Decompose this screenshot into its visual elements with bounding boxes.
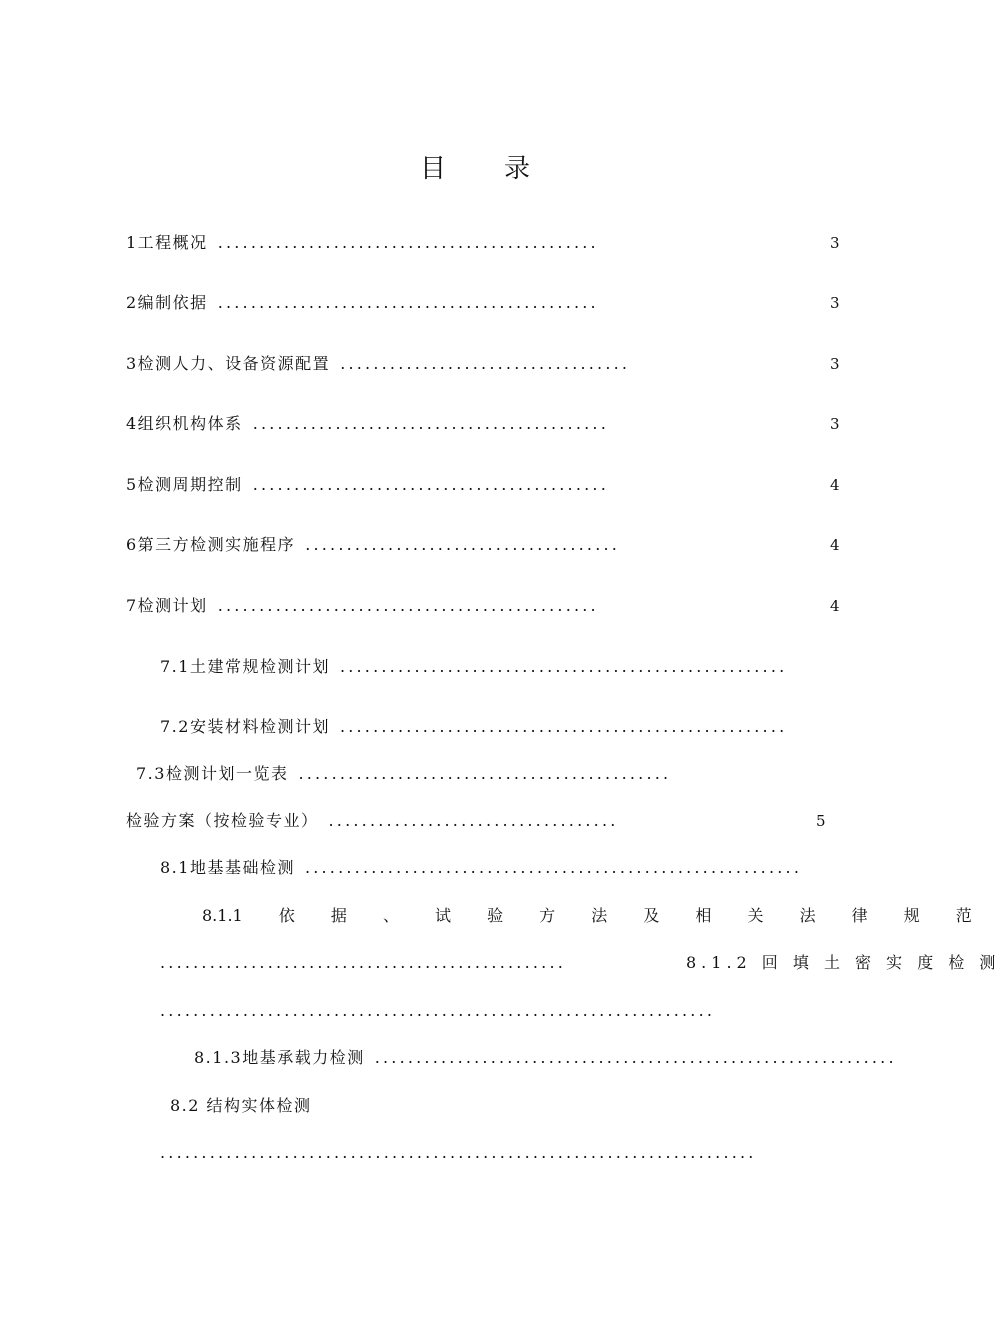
toc-label: 检验方案（按检验专业） <box>126 811 319 830</box>
toc-entry-8-2[interactable] <box>170 1096 312 1116</box>
toc-word: 依 <box>278 906 295 925</box>
toc-entry-7-2[interactable] <box>160 717 787 737</box>
toc-word: 法 <box>591 906 608 925</box>
toc-leader: ............................................................... <box>374 1048 897 1067</box>
toc-word: 试 <box>435 906 452 925</box>
page-title <box>0 148 950 185</box>
toc-word: 范 <box>955 906 972 925</box>
toc-entry-4[interactable] <box>126 414 609 434</box>
toc-page-number: 5 <box>816 812 826 830</box>
toc-leader-8-1-2 <box>160 1001 715 1021</box>
toc-page-number: 3 <box>830 355 840 373</box>
toc-entry-7-1[interactable] <box>160 657 787 677</box>
toc-entry-2[interactable] <box>126 293 599 313</box>
toc-word: 8.1.1 <box>202 906 243 925</box>
toc-leader-8-1-1 <box>160 953 566 973</box>
toc-page-number: 4 <box>830 476 840 494</box>
toc-leader: ...................................... <box>305 535 621 554</box>
toc-label: 7检测计划 <box>126 596 208 615</box>
toc-label: 7.1土建常规检测计划 <box>160 657 330 676</box>
toc-word: 律 <box>851 906 868 925</box>
title-char-2: 录 <box>504 154 531 184</box>
toc-leader: ................................... <box>340 354 631 373</box>
toc-word: 关 <box>747 906 764 925</box>
toc-leader: ............................................................ <box>304 858 803 877</box>
toc-page-number: 4 <box>830 536 840 554</box>
toc-word: 据 <box>330 906 347 925</box>
toc-leader: ................................................................... <box>160 1001 716 1020</box>
toc-entry-8[interactable] <box>126 811 619 831</box>
toc-page-number: 4 <box>830 597 840 615</box>
toc-word: 相 <box>695 906 712 925</box>
toc-leader: ........................................................................ <box>160 1143 757 1162</box>
title-char-1: 目 <box>419 154 446 184</box>
toc-leader: ............................................. <box>298 764 672 783</box>
toc-label: 3检测人力、设备资源配置 <box>126 354 331 373</box>
toc-label: 1工程概况 <box>126 233 208 252</box>
toc-word: 验 <box>487 906 504 925</box>
toc-leader: .............................................. <box>217 233 599 252</box>
toc-entry-7-3[interactable] <box>136 764 671 784</box>
toc-label: 8.1地基基础检测 <box>160 858 295 877</box>
toc-word: 、 <box>382 906 399 925</box>
toc-entry-3[interactable] <box>126 354 630 374</box>
toc-label: 8.1.3地基承载力检测 <box>194 1048 365 1067</box>
toc-entry-7[interactable] <box>126 596 599 616</box>
toc-leader: .............................................. <box>217 293 599 312</box>
toc-page-number: 3 <box>830 294 840 312</box>
toc-entry-6[interactable] <box>126 535 620 555</box>
toc-word: 规 <box>903 906 920 925</box>
toc-label: 5检测周期控制 <box>126 475 243 494</box>
toc-entry-8-1-2[interactable] <box>686 953 1000 973</box>
toc-leader: ................................... <box>328 811 619 830</box>
toc-label: 7.3检测计划一览表 <box>136 764 289 783</box>
toc-label: 2编制依据 <box>126 293 208 312</box>
toc-leader: ........................................... <box>252 414 609 433</box>
toc-leader: ........................................... <box>252 475 609 494</box>
toc-leader: ................................................. <box>160 953 567 972</box>
toc-word: 及 <box>643 906 660 925</box>
toc-page-number: 3 <box>830 234 840 252</box>
toc-leader: .............................................. <box>217 596 599 615</box>
toc-entry-1[interactable] <box>126 233 599 253</box>
toc-page-number: 3 <box>830 415 840 433</box>
toc-entry-5[interactable] <box>126 475 609 495</box>
toc-label: 4组织机构体系 <box>126 414 243 433</box>
toc-label: 6第三方检测实施程序 <box>126 535 296 554</box>
toc-leader: ...................................................... <box>339 657 788 676</box>
toc-entry-8-1-3[interactable] <box>194 1048 897 1068</box>
toc-label: 7.2安装材料检测计划 <box>160 717 330 736</box>
toc-label: 8.1.2 回 填 土 密 实 度 检 测 <box>686 953 1000 972</box>
toc-label: 8.2 结构实体检测 <box>170 1096 312 1115</box>
toc-word: 方 <box>539 906 556 925</box>
toc-entry-8-1[interactable] <box>160 858 802 878</box>
toc-word: 法 <box>799 906 816 925</box>
toc-leader: ...................................................... <box>339 717 788 736</box>
toc-leader-8-2 <box>160 1143 757 1163</box>
toc-entry-8-1-1[interactable] <box>202 906 972 926</box>
